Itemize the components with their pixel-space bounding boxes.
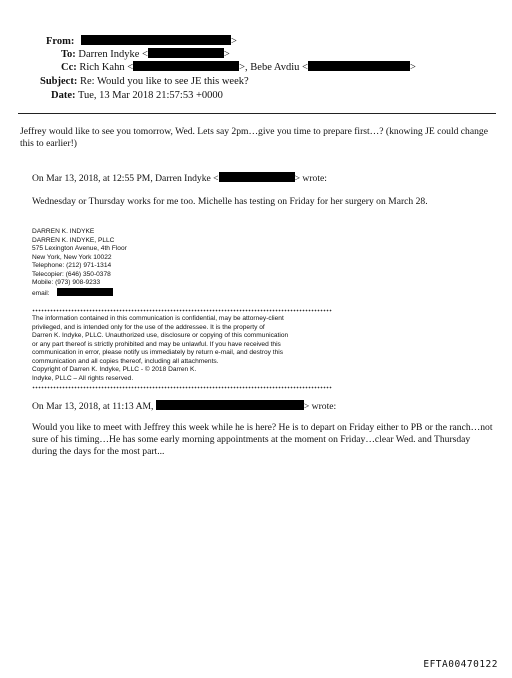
signature-address: 575 Lexington Avenue, 4th Floor [32, 245, 127, 252]
signature-email-label: email: [32, 289, 50, 297]
subject-row [40, 75, 249, 88]
quote-header-prefix: On Mar 13, 2018, at 11:13 AM, [32, 401, 154, 412]
header-divider [18, 113, 496, 114]
signature-name: DARREN K. INDYKE [32, 228, 95, 235]
message-paragraph: Wednesday or Thursday works for me too. Michelle has testing on Friday for her surgery on March 28. [32, 196, 428, 207]
to-tail: > [223, 49, 230, 60]
bates-number: EFTA00470122 [423, 659, 498, 670]
redaction-block [219, 172, 295, 182]
subject-label: Subject: [40, 76, 78, 87]
redaction-block [133, 61, 239, 71]
to-value: Darren Indyke < [78, 49, 148, 60]
signature-telephone: Telephone: (212) 971-1314 [32, 262, 112, 269]
disclaimer-line: Darren K. Indyke, PLLC. Unauthorized use, disclosure or copying of this communication [32, 332, 289, 339]
from-row [46, 35, 237, 48]
cc-value: Rich Kahn < [79, 62, 134, 73]
signature-address: New York, New York 10022 [32, 253, 112, 261]
signature-mobile: Mobile: (973) 908-9233 [32, 279, 101, 286]
signature-block [32, 228, 127, 298]
disclaimer-line: Copyright of Darren K. Indyke, PLLC - © 2018 Darren K. [32, 366, 197, 373]
asterisk-divider [32, 386, 332, 389]
quote-header [32, 400, 336, 413]
message-paragraph: Jeffrey would like to see you tomorrow, Wed. Lets say 2pm…give you time to prepare first…? (knowing JE could change this to earlier!) [20, 126, 488, 149]
disclaimer-line: communication in error, please notify us immediately by return e-mail, and destroy this [32, 349, 284, 356]
date-label: Date: [51, 90, 76, 101]
signature-telecopier: Telecopier: (646) 350-0378 [32, 270, 111, 278]
quote-header [32, 172, 327, 185]
quote-header-suffix: > wrote: [303, 401, 337, 412]
date-row [51, 89, 223, 102]
cc-row [61, 61, 416, 74]
redaction-block [81, 35, 231, 45]
disclaimer-line: or any part thereof is strictly prohibited and may be unlawful. If you have received this [32, 340, 281, 348]
from-tail: > [231, 36, 237, 47]
cc-tail: > [409, 62, 416, 73]
signature-firm: DARREN K. INDYKE, PLLC [32, 236, 115, 244]
disclaimer-line: communication and all copies thereof, including all attachments. [32, 357, 219, 365]
from-label: From: [46, 36, 75, 47]
redaction-block [57, 288, 113, 296]
message-paragraph: Would you like to meet with Jeffrey this week while he is here? He is to depart on Friday either to PB or the ranch…not sure of his timing…He has some early morning appointments at the moment on Friday…clear Wed. and Thursday during the days for the most part... [32, 422, 493, 457]
disclaimer-line: The information contained in this communication is confidential, may be attorney-client [32, 315, 284, 322]
confidentiality-disclaimer [32, 315, 288, 383]
to-label: To: [61, 49, 76, 60]
quote-header-prefix: On Mar 13, 2018, at 12:55 PM, Darren Indyke < [32, 173, 219, 184]
cc-label: Cc: [61, 62, 77, 73]
quote-header-suffix: > wrote: [294, 173, 327, 184]
redaction-block [148, 48, 224, 58]
date-value: Tue, 13 Mar 2018 21:57:53 +0000 [77, 90, 223, 101]
disclaimer-line: Indyke, PLLC – All rights reserved. [32, 374, 134, 382]
disclaimer-line: privileged, and is intended only for the use of the addressee. It is the property of [32, 323, 265, 331]
to-row [61, 48, 230, 61]
asterisk-divider [32, 309, 332, 312]
cc-mid: >, Bebe Avdiu < [239, 62, 308, 73]
redaction-block [156, 400, 304, 410]
signature-email [32, 288, 127, 299]
subject-value: Re: Would you like to see JE this week? [79, 76, 249, 87]
redaction-block [308, 61, 410, 71]
